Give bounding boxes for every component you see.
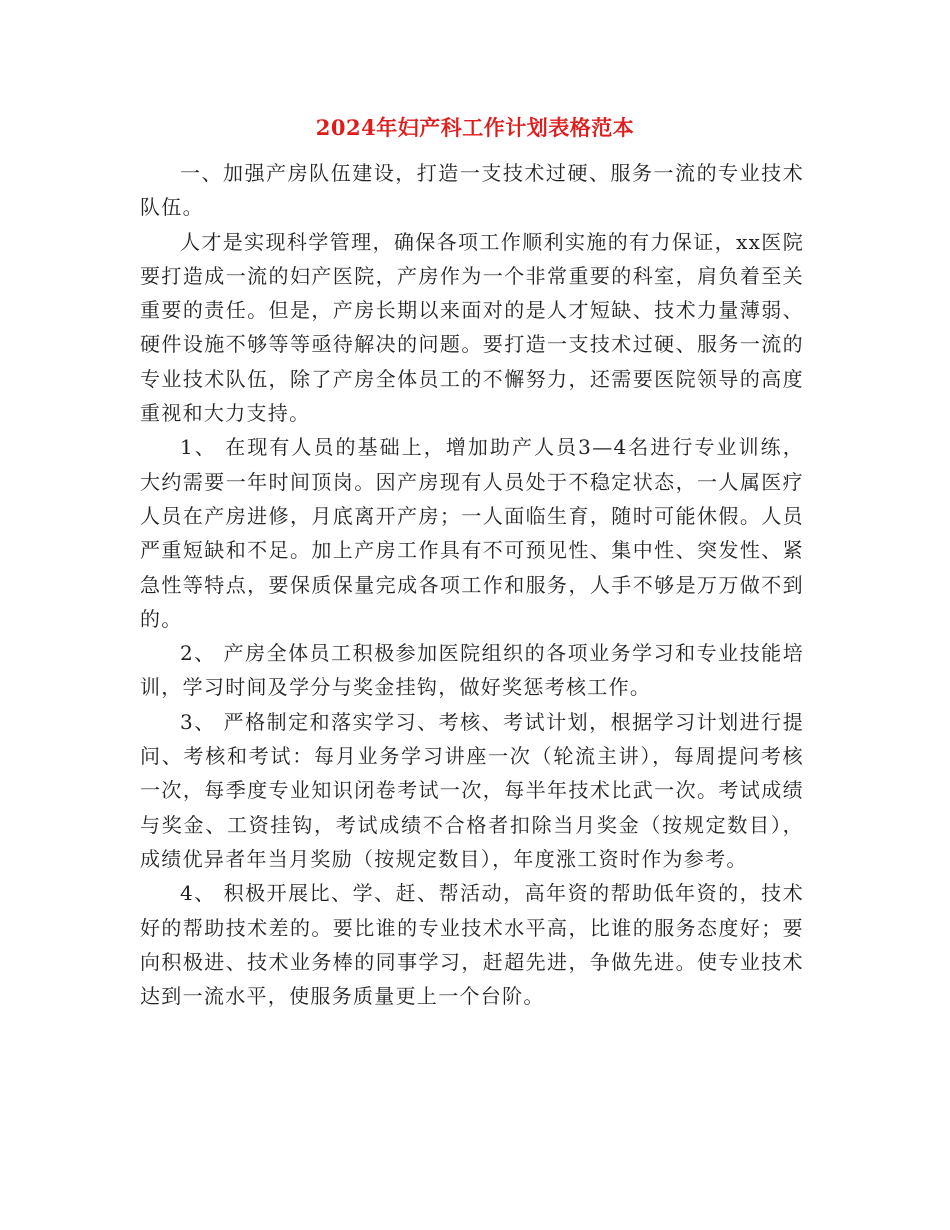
paragraph-intro: 人才是实现科学管理，确保各项工作顺利实施的有力保证，xx医院要打造成一流的妇产医院，产房作为一个非常重要的科室，肩负着至关重要的责任。但是，产房长期以来面对的是人才短缺、技术力量薄弱、硬件设施不够等等亟待解决的问题。要打造一支技术过硬、服务一流的专业技术队伍，除了产房全体员工的不懈努力，还需要医院领导的高度重视和大力支持。 xyxy=(140,229,804,426)
paragraph-item-2: 2、 产房全体员工积极参加医院组织的各项业务学习和专业技能培训，学习时间及学分与奖金挂钩，做好奖惩考核工作。 xyxy=(140,641,804,700)
document-body xyxy=(140,156,804,1013)
paragraph-item-4: 4、 积极开展比、学、赶、帮活动，高年资的帮助低年资的，技术好的帮助技术差的。要比谁的专业技术水平高，比谁的服务态度好；要向积极进、技术业务棒的同事学习，赶超先进，争做先进。使专业技术达到一流水平，使服务质量更上一个台阶。 xyxy=(140,881,804,1009)
paragraph-item-1: 1、 在现有人员的基础上，增加助产人员3—4名进行专业训练，大约需要一年时间顶岗。因产房现有人员处于不稳定状态，一人属医疗人员在产房进修，月底离开产房；一人面临生育，随时可能休假。人员严重短缺和不足。加上产房工作具有不可预见性、集中性、突发性、紧急性等特点，要保质保量完成各项工作和服务，人手不够是万万做不到的。 xyxy=(140,435,804,631)
paragraph-item-3: 3、 严格制定和落实学习、考核、考试计划，根据学习计划进行提问、考核和考试：每月业务学习讲座一次（轮流主讲），每周提问考核一次，每季度专业知识闭卷考试一次，每半年技术比武一次。考试成绩与奖金、工资挂钩，考试成绩不合格者扣除当月奖金（按规定数目），成绩优异者年当月奖励（按规定数目），年度涨工资时作为参考。 xyxy=(140,709,804,871)
document-title: 2024年妇产科工作计划表格范本 xyxy=(315,115,635,140)
section-heading: 一、加强产房队伍建设，打造一支技术过硬、服务一流的专业技术队伍。 xyxy=(140,161,804,220)
